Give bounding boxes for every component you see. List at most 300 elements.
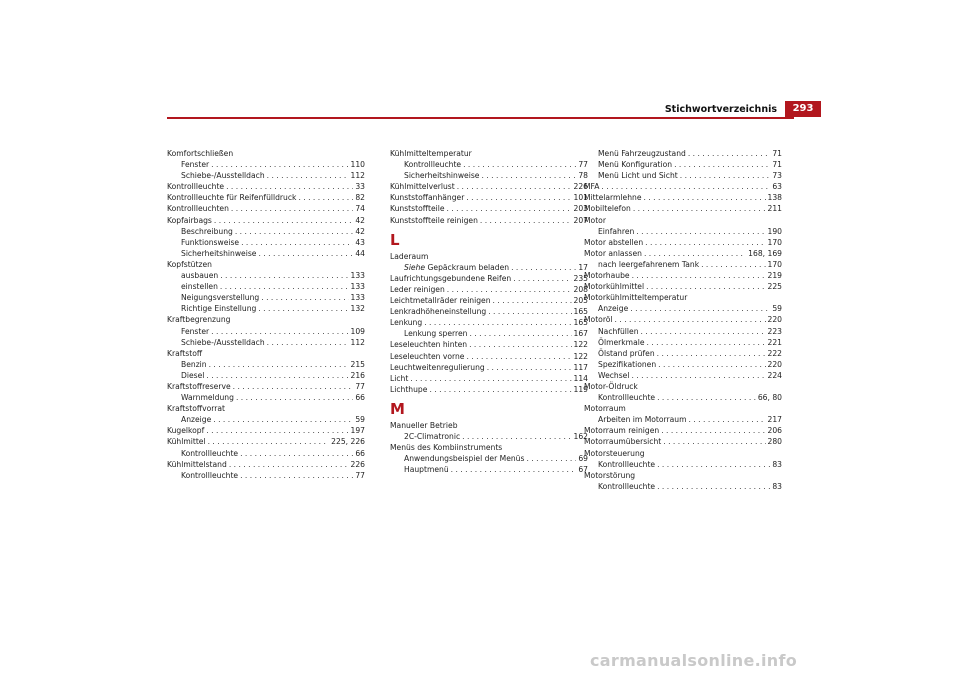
dot-leader xyxy=(644,192,766,203)
entry-term-text: Kühlmittelverlust xyxy=(390,182,455,192)
dot-leader xyxy=(261,292,348,303)
dot-leader xyxy=(658,359,765,370)
entry-term-text: nach leergefahrenem Tank xyxy=(598,259,700,269)
index-heading: Motor xyxy=(584,215,606,225)
entry-term-text: Leder reinigen xyxy=(390,284,445,294)
dot-leader xyxy=(689,414,766,425)
entry-term-text: Motor abstellen xyxy=(584,237,644,247)
dot-leader xyxy=(466,192,571,203)
index-subentry xyxy=(167,448,365,459)
entry-page-ref: 66 xyxy=(355,393,365,403)
index-subentry xyxy=(390,453,588,464)
entry-term-text: Kraftstoffreserve xyxy=(167,381,231,391)
page-number-badge: 293 xyxy=(785,101,821,117)
entry-term xyxy=(181,370,204,381)
index-entry xyxy=(584,181,782,192)
index-subentry xyxy=(390,328,588,339)
entry-page-ref: 112 xyxy=(350,337,365,347)
entry-term xyxy=(181,237,239,248)
index-subentry xyxy=(167,370,365,381)
dot-leader xyxy=(240,448,353,459)
entry-term-text: Warnmeldung xyxy=(181,393,234,403)
index-heading: Motorraum xyxy=(584,404,626,414)
entry-page-ref: 59 xyxy=(355,415,365,425)
index-entry xyxy=(390,295,588,306)
index-subentry xyxy=(584,348,782,359)
entry-page-ref: 207 xyxy=(573,215,588,225)
entry-term xyxy=(584,192,642,203)
entry-term xyxy=(584,203,631,214)
index-subentry xyxy=(390,159,588,170)
entry-term-text: MFA xyxy=(584,182,600,192)
index-subentry xyxy=(167,414,365,425)
entry-term xyxy=(598,359,656,370)
entry-term xyxy=(390,192,464,203)
index-heading: Kraftbegrenzung xyxy=(167,315,231,325)
entry-page-ref: 170 xyxy=(767,237,782,247)
entry-page-ref: 69 xyxy=(578,454,588,464)
entry-page-ref: 223 xyxy=(767,326,782,336)
entry-term-text: Nachfüllen xyxy=(598,326,639,336)
entry-page-ref: 219 xyxy=(767,271,782,281)
entry-term xyxy=(181,414,211,425)
entry-term xyxy=(181,392,234,403)
dot-leader xyxy=(462,431,571,442)
entry-page-ref: 71 xyxy=(772,149,782,158)
index-subentry xyxy=(584,414,782,425)
dot-leader xyxy=(644,248,746,259)
entry-page-ref: 197 xyxy=(350,426,365,436)
entry-page-ref: 119 xyxy=(573,384,588,394)
index-entry xyxy=(390,351,588,362)
entry-page-ref: 225 xyxy=(767,282,782,292)
entry-term xyxy=(167,381,231,392)
entry-page-ref: 206 xyxy=(767,426,782,436)
entry-term xyxy=(404,453,524,464)
dot-leader xyxy=(208,436,330,447)
index-entry xyxy=(584,248,782,259)
index-heading: Kopfstützen xyxy=(167,259,212,269)
entry-term xyxy=(167,425,204,436)
entry-term xyxy=(598,348,655,359)
entry-term xyxy=(390,215,478,226)
entry-term-text: Schiebe-/Ausstelldach xyxy=(181,171,265,181)
dot-leader xyxy=(206,425,348,436)
index-entry xyxy=(584,270,782,281)
entry-page-ref: 168, 169 xyxy=(748,248,782,258)
entry-term-text: Leuchtweitenregulierung xyxy=(390,362,485,372)
entry-term-text: Kontrollleuchte xyxy=(181,470,239,480)
dot-leader xyxy=(646,281,765,292)
entry-page-ref: 66, 80 xyxy=(757,393,782,403)
entry-page-ref: 114 xyxy=(573,373,588,383)
dot-leader xyxy=(469,328,571,339)
entry-term-text: ausbauen xyxy=(181,271,219,281)
dot-leader xyxy=(680,170,771,181)
dot-leader xyxy=(214,215,353,226)
entry-term-text: Ölmerkmale xyxy=(598,337,645,347)
index-entry xyxy=(390,284,588,295)
index-subentry xyxy=(390,464,588,475)
index-entry xyxy=(390,384,588,395)
dot-leader xyxy=(647,337,766,348)
dot-leader xyxy=(615,314,766,325)
entry-term xyxy=(167,436,206,447)
entry-page-ref: 225, 226 xyxy=(331,437,365,447)
entry-term-text: Kühlmittel xyxy=(167,437,206,447)
entry-term-text: Fenster xyxy=(181,326,210,336)
entry-page-ref: 77 xyxy=(578,160,588,170)
entry-term-text: Kontrollleuchte xyxy=(598,481,656,491)
entry-term xyxy=(404,159,461,170)
entry-term xyxy=(167,459,227,470)
index-subentry xyxy=(584,459,782,470)
entry-page-ref: 221 xyxy=(767,337,782,347)
index-column-1 xyxy=(167,148,365,481)
entry-term xyxy=(598,303,628,314)
entry-term xyxy=(390,351,464,362)
entry-term xyxy=(598,226,634,237)
dot-leader xyxy=(466,351,571,362)
entry-term xyxy=(598,414,687,425)
index-entry xyxy=(167,425,365,436)
entry-term xyxy=(181,270,218,281)
dot-leader xyxy=(661,425,765,436)
watermark: carmanualsonline.info xyxy=(590,651,798,670)
entry-term-text: einstellen xyxy=(181,282,218,292)
dot-leader xyxy=(213,414,353,425)
dot-leader xyxy=(226,181,353,192)
index-column-3 xyxy=(584,148,782,492)
entry-term-text: Funktionsweise xyxy=(181,237,240,247)
entry-term xyxy=(598,259,699,270)
header-rule xyxy=(167,117,794,119)
dot-leader xyxy=(298,192,353,203)
dot-leader xyxy=(513,273,571,284)
entry-term-text: Kugelkopf xyxy=(167,426,205,436)
index-entry xyxy=(167,436,365,447)
entry-term-text: Lenkung xyxy=(390,318,423,328)
entry-term-text: Richtige Einstellung xyxy=(181,304,257,314)
index-subentry xyxy=(167,248,365,259)
entry-term-text: Motorraum reinigen xyxy=(584,426,660,436)
entry-term-text: Kontrollleuchte xyxy=(598,393,656,403)
dot-leader xyxy=(447,203,572,214)
dot-leader xyxy=(481,170,576,181)
entry-term xyxy=(584,270,630,281)
entry-term xyxy=(598,159,672,170)
section-letter: L xyxy=(390,230,400,249)
entry-page-ref: 17 xyxy=(578,262,588,272)
dot-leader xyxy=(209,359,349,370)
entry-term xyxy=(181,170,265,181)
entry-page-ref: 122 xyxy=(573,351,588,361)
entry-term xyxy=(598,370,629,381)
entry-page-ref: 226 xyxy=(573,182,588,192)
entry-term-text: Motorhaube xyxy=(584,271,630,281)
entry-term-text: Kunststoffteile xyxy=(390,204,445,214)
entry-term-text: Anzeige xyxy=(181,415,212,425)
index-subentry xyxy=(167,470,365,481)
entry-term xyxy=(181,159,209,170)
dot-leader xyxy=(488,306,571,317)
entry-term xyxy=(404,170,479,181)
dot-leader xyxy=(663,436,765,447)
index-subentry xyxy=(584,226,782,237)
entry-page-ref: 138 xyxy=(767,193,782,203)
entry-term xyxy=(390,384,427,395)
entry-term xyxy=(181,281,218,292)
dot-leader xyxy=(220,281,349,292)
index-heading: Motorkühlmitteltemperatur xyxy=(584,293,688,303)
entry-page-ref: 235 xyxy=(573,273,588,283)
entry-term xyxy=(167,215,212,226)
index-subentry xyxy=(167,292,365,303)
index-entry xyxy=(390,317,588,328)
dot-leader xyxy=(636,226,765,237)
entry-term-text: Menü Fahrzeugzustand xyxy=(598,149,686,158)
index-subentry xyxy=(584,303,782,314)
entry-term-text: Hauptmenü xyxy=(404,465,449,475)
dot-leader xyxy=(526,453,576,464)
index-subentry xyxy=(167,392,365,403)
entry-term-text: Motor anlassen xyxy=(584,248,642,258)
entry-page-ref: 216 xyxy=(350,370,365,380)
entry-term-text: Sicherheitshinweise xyxy=(181,248,257,258)
index-entry xyxy=(167,215,365,226)
entry-page-ref: 74 xyxy=(355,204,365,214)
entry-term-text: Arbeiten im Motorraum xyxy=(598,415,687,425)
dot-leader xyxy=(429,384,571,395)
index-subentry xyxy=(167,359,365,370)
index-heading: Kühlmitteltemperatur xyxy=(390,149,472,158)
entry-term xyxy=(390,306,486,317)
dot-leader xyxy=(229,459,349,470)
dot-leader xyxy=(480,215,572,226)
entry-term-text: Leseleuchten hinten xyxy=(390,340,468,350)
entry-term xyxy=(598,481,655,492)
page-title: Stichwortverzeichnis xyxy=(664,104,777,115)
index-entry xyxy=(167,192,365,203)
dot-leader xyxy=(631,370,765,381)
dot-leader xyxy=(487,362,572,373)
index-entry xyxy=(390,192,588,203)
entry-term-text: Anwendungsbeispiel der Menüs xyxy=(404,454,525,464)
entry-page-ref: 71 xyxy=(772,160,782,170)
index-subentry xyxy=(584,392,782,403)
entry-term-text: Neigungsverstellung xyxy=(181,293,260,303)
entry-page-ref: 162 xyxy=(573,431,588,441)
entry-page-ref: 110 xyxy=(350,160,365,170)
index-heading: Kraftstoffvorrat xyxy=(167,404,225,414)
entry-term xyxy=(404,262,509,273)
dot-leader xyxy=(457,181,572,192)
entry-term xyxy=(390,203,445,214)
index-entry xyxy=(390,306,588,317)
entry-term xyxy=(390,339,467,350)
index-subentry xyxy=(167,270,365,281)
dot-leader xyxy=(657,459,770,470)
index-heading: Laderaum xyxy=(390,251,429,261)
index-subentry xyxy=(584,170,782,181)
entry-reference-word: Siehe xyxy=(404,262,426,272)
entry-term-text: Kontrollleuchte für Reifenfülldruck xyxy=(167,193,297,203)
index-heading: Motorsteuerung xyxy=(584,448,645,458)
entry-page-ref: 132 xyxy=(350,304,365,314)
entry-term-text: Beschreibung xyxy=(181,226,233,236)
dot-leader xyxy=(511,262,576,273)
entry-page-ref: 59 xyxy=(772,304,782,314)
entry-page-ref: 208 xyxy=(573,284,588,294)
index-entry xyxy=(167,381,365,392)
entry-term-text: Anzeige xyxy=(598,304,629,314)
entry-term xyxy=(181,326,209,337)
entry-page-ref: 33 xyxy=(355,182,365,192)
index-entry xyxy=(167,459,365,470)
entry-term xyxy=(390,273,511,284)
index-entry xyxy=(167,203,365,214)
entry-page-ref: 42 xyxy=(355,226,365,236)
dot-leader xyxy=(258,248,353,259)
dot-leader xyxy=(240,470,353,481)
index-entry xyxy=(390,215,588,226)
entry-term-text: Kunststoffanhänger xyxy=(390,193,465,203)
entry-term xyxy=(181,248,256,259)
entry-page-ref: 222 xyxy=(767,348,782,358)
entry-page-ref: 63 xyxy=(772,182,782,192)
index-subentry xyxy=(167,281,365,292)
index-heading: Komfortschließen xyxy=(167,149,234,158)
index-subentry xyxy=(390,262,588,273)
entry-page-ref: 220 xyxy=(767,315,782,325)
entry-term xyxy=(584,425,659,436)
entry-term xyxy=(584,281,644,292)
dot-leader xyxy=(211,159,348,170)
entry-term xyxy=(584,248,642,259)
dot-leader xyxy=(231,203,353,214)
entry-term-text: Laufrichtungsgebundene Reifen xyxy=(390,273,512,283)
entry-term xyxy=(584,181,599,192)
entry-term-text: Lenkradhöheneinstellung xyxy=(390,307,487,317)
entry-term-text: Menü Konfiguration xyxy=(598,160,673,170)
entry-term-text: Fenster xyxy=(181,160,210,170)
index-heading: Kraftstoff xyxy=(167,348,203,358)
entry-term-text: Mittelarmlehne xyxy=(584,193,642,203)
index-subentry xyxy=(390,431,588,442)
entry-term xyxy=(181,359,207,370)
entry-page-ref: 43 xyxy=(355,237,365,247)
dot-leader xyxy=(645,237,765,248)
entry-page-ref: 44 xyxy=(355,248,365,258)
entry-page-ref: 133 xyxy=(350,293,365,303)
entry-page-ref: 220 xyxy=(767,359,782,369)
entry-page-ref: 190 xyxy=(767,226,782,236)
entry-term-text: Gepäckraum beladen xyxy=(427,262,510,272)
dot-leader xyxy=(601,181,770,192)
dot-leader xyxy=(632,270,766,281)
entry-page-ref: 83 xyxy=(772,481,782,491)
entry-term xyxy=(390,284,445,295)
entry-term xyxy=(598,392,655,403)
index-heading: Motor-Öldruck xyxy=(584,381,638,391)
entry-term xyxy=(181,337,265,348)
entry-page-ref: 122 xyxy=(573,340,588,350)
entry-page-ref: 73 xyxy=(772,171,782,181)
dot-leader xyxy=(267,337,349,348)
entry-term-text: Kontrollleuchte xyxy=(181,448,239,458)
index-entry xyxy=(584,314,782,325)
index-subentry xyxy=(390,170,588,181)
entry-term-text: Kontrollleuchte xyxy=(167,182,225,192)
dot-leader xyxy=(451,464,577,475)
entry-term xyxy=(390,295,491,306)
entry-term xyxy=(404,464,449,475)
index-entry xyxy=(390,339,588,350)
index-heading: Menüs des Kombiinstruments xyxy=(390,443,503,453)
entry-term xyxy=(598,148,686,159)
entry-page-ref: 112 xyxy=(350,171,365,181)
dot-leader xyxy=(236,392,353,403)
entry-term xyxy=(404,328,467,339)
entry-term-text: Motorraumübersicht xyxy=(584,437,662,447)
entry-term xyxy=(167,181,224,192)
index-entry xyxy=(584,237,782,248)
entry-page-ref: 77 xyxy=(355,470,365,480)
entry-term xyxy=(404,431,460,442)
entry-term-text: Licht xyxy=(390,373,409,383)
dot-leader xyxy=(241,237,353,248)
entry-term xyxy=(181,303,256,314)
entry-term-text: Einfahren xyxy=(598,226,635,236)
entry-page-ref: 167 xyxy=(573,329,588,339)
dot-leader xyxy=(424,317,571,328)
entry-page-ref: 133 xyxy=(350,271,365,281)
entry-page-ref: 280 xyxy=(767,437,782,447)
dot-leader xyxy=(206,370,348,381)
entry-term xyxy=(167,203,229,214)
entry-term xyxy=(598,459,655,470)
dot-leader xyxy=(657,348,766,359)
index-entry xyxy=(584,425,782,436)
index-subentry xyxy=(584,370,782,381)
entry-term-text: Kunststoffteile reinigen xyxy=(390,215,478,225)
dot-leader xyxy=(688,148,770,159)
entry-term-text: Lenkung sperren xyxy=(404,329,468,339)
dot-leader xyxy=(233,381,354,392)
dot-leader xyxy=(701,259,765,270)
index-subentry xyxy=(167,337,365,348)
entry-term-text: Mobiltelefon xyxy=(584,204,631,214)
dot-leader xyxy=(410,373,571,384)
index-subentry xyxy=(167,226,365,237)
entry-term-text: Lichthupe xyxy=(390,384,428,394)
entry-term xyxy=(390,317,422,328)
entry-page-ref: 78 xyxy=(578,171,588,181)
entry-page-ref: 165 xyxy=(573,307,588,317)
entry-page-ref: 67 xyxy=(578,465,588,475)
entry-term-text: Kontrollleuchten xyxy=(167,204,229,214)
entry-page-ref: 205 xyxy=(573,296,588,306)
dot-leader xyxy=(220,270,348,281)
section-letter: M xyxy=(390,399,405,418)
entry-term-text: Motoröl xyxy=(584,315,613,325)
entry-term-text: Leichtmetallräder reinigen xyxy=(390,296,491,306)
dot-leader xyxy=(657,481,770,492)
index-entry xyxy=(167,181,365,192)
entry-page-ref: 165 xyxy=(573,318,588,328)
index-entry xyxy=(390,373,588,384)
entry-term xyxy=(181,292,259,303)
